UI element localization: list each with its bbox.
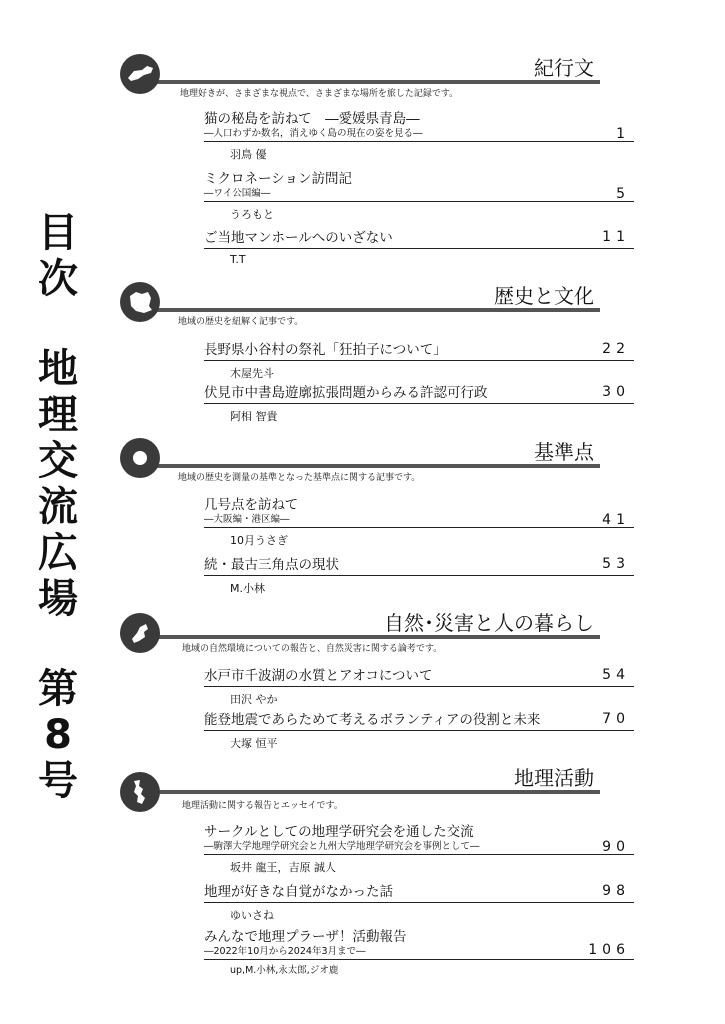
title-char: 号 bbox=[38, 758, 78, 804]
entry-title: ご当地マンホールへのいざない bbox=[204, 230, 393, 246]
section-title: 基準点 bbox=[534, 440, 594, 464]
entry-rule bbox=[204, 403, 634, 404]
toc-entry[interactable] bbox=[204, 229, 634, 266]
toc-entry[interactable] bbox=[204, 711, 634, 751]
section-rule bbox=[150, 464, 600, 468]
title-char: 場 bbox=[38, 576, 78, 622]
toc-entry[interactable] bbox=[204, 823, 634, 875]
entry-subtitle: ―駒澤大学地理学研究会と九州大学地理学研究会を事例として― bbox=[204, 841, 480, 852]
section-description: 地域の歴史を測量の基準となった基準点に関する記事です。 bbox=[178, 473, 421, 483]
toc-entry[interactable] bbox=[204, 384, 634, 424]
toc-entry[interactable] bbox=[204, 928, 634, 976]
entry-subtitle: ―大阪編・港区編― bbox=[204, 514, 290, 525]
region-map-icon bbox=[120, 282, 160, 322]
entry-rule bbox=[204, 902, 634, 903]
coastline-map-icon bbox=[120, 772, 160, 812]
entry-page: 30 bbox=[602, 384, 630, 400]
entry-rule bbox=[204, 959, 634, 960]
title-char: 理 bbox=[38, 392, 78, 438]
entry-page: 98 bbox=[602, 883, 630, 899]
entry-title: 能登地震であらためて考えるボランティアの役割と未来 bbox=[204, 712, 541, 728]
title-char: 次 bbox=[38, 256, 78, 302]
entry-page: 70 bbox=[602, 711, 630, 727]
entry-title: 几号点を訪ねて bbox=[204, 497, 299, 513]
section-title: 紀行文 bbox=[534, 56, 594, 80]
entry-page: 41 bbox=[602, 512, 630, 528]
entry-rule bbox=[204, 248, 634, 249]
section-title: 地理活動 bbox=[514, 766, 594, 790]
entry-rule bbox=[204, 527, 634, 528]
entry-page: 1 bbox=[616, 126, 630, 142]
section-description: 地域の歴史を紐解く記事です。 bbox=[178, 317, 304, 327]
entry-page: 22 bbox=[602, 341, 630, 357]
entry-page: 54 bbox=[602, 667, 630, 683]
vertical-title bbox=[28, 210, 88, 804]
section-benchmark bbox=[120, 434, 600, 483]
entry-author: T.T bbox=[230, 253, 246, 266]
title-char: 8 bbox=[44, 712, 72, 758]
entry-page: 5 bbox=[616, 186, 630, 202]
entry-author: ゆいさね bbox=[230, 909, 274, 922]
title-char: 交 bbox=[38, 438, 78, 484]
entry-subtitle: ―ワイ公国編― bbox=[204, 188, 271, 199]
entry-author: 阿相 智貴 bbox=[230, 410, 278, 423]
section-description: 地理好きが、さまざまな視点で、さまざまな場所を旅した記録です。 bbox=[180, 89, 459, 99]
toc-entry[interactable] bbox=[204, 170, 634, 222]
island-map-icon bbox=[120, 54, 160, 94]
entry-author: うろもと bbox=[230, 208, 274, 221]
entry-rule bbox=[204, 854, 634, 855]
entry-title: ミクロネーション訪問記 bbox=[204, 171, 352, 187]
peninsula-map-icon bbox=[120, 613, 160, 653]
section-rule bbox=[150, 80, 600, 84]
entry-title: サークルとしての地理学研究会を通した交流 bbox=[204, 824, 474, 840]
entry-rule bbox=[204, 730, 634, 731]
section-title: 歴史と文化 bbox=[494, 284, 594, 308]
toc-entry[interactable] bbox=[204, 496, 634, 548]
title-char: 第 bbox=[38, 666, 78, 712]
section-history bbox=[120, 278, 600, 327]
entry-rule bbox=[204, 686, 634, 687]
section-travel bbox=[120, 50, 600, 99]
entry-rule bbox=[204, 360, 634, 361]
entry-author: 羽鳥 優 bbox=[230, 148, 267, 161]
section-title: 自然･災害と人の暮らし bbox=[384, 611, 594, 635]
entry-subtitle: ―2022年10月から2024年3月まで― bbox=[204, 946, 366, 957]
entry-rule bbox=[204, 575, 634, 576]
section-nature-disaster bbox=[120, 603, 600, 654]
entry-author: 10月うさぎ bbox=[230, 534, 288, 547]
entry-page: 11 bbox=[602, 229, 630, 245]
title-char: 広 bbox=[38, 530, 78, 576]
section-description: 地域の自然環境についての報告と、自然災害に関する論考です。 bbox=[182, 644, 443, 654]
entry-title: みんなで地理プラーザ！活動報告 bbox=[204, 929, 407, 945]
toc-entry[interactable] bbox=[204, 110, 634, 162]
entry-author: 大塚 恒平 bbox=[230, 737, 278, 750]
entry-author: 田沢 やか bbox=[230, 693, 278, 706]
entry-title: 地理が好きな自覚がなかった話 bbox=[204, 884, 393, 900]
title-char: 目 bbox=[38, 210, 78, 256]
title-char: 流 bbox=[38, 484, 78, 530]
entry-page: 53 bbox=[602, 556, 630, 572]
toc-entry[interactable] bbox=[204, 883, 634, 923]
entry-author: 坂井 龍王，吉原 誠人 bbox=[230, 861, 336, 874]
entry-title: 水戸市千波湖の水質とアオコについて bbox=[204, 668, 433, 684]
entry-title: 猫の秘島を訪ねて ―愛媛県青島― bbox=[204, 111, 420, 127]
section-description: 地理活動に関する報告とエッセイです。 bbox=[182, 801, 343, 811]
entry-title: 長野県小谷村の祭礼「狂拍子について」 bbox=[204, 342, 447, 358]
entry-page: 106 bbox=[588, 942, 630, 958]
title-char: 地 bbox=[38, 346, 78, 392]
entry-author: M.小林 bbox=[230, 582, 265, 595]
toc-entry[interactable] bbox=[204, 341, 634, 381]
entry-author: up,M.小林,永太郎,ジオ鹿 bbox=[230, 965, 339, 976]
entry-rule bbox=[204, 141, 634, 142]
entry-page: 90 bbox=[602, 839, 630, 855]
entry-title: 続・最古三角点の現状 bbox=[204, 557, 339, 573]
benchmark-circle-icon bbox=[120, 438, 160, 478]
toc-entry[interactable] bbox=[204, 556, 634, 596]
entry-subtitle: ―人口わずか数名，消えゆく島の現在の姿を見る― bbox=[204, 128, 423, 139]
toc-entry[interactable] bbox=[204, 667, 634, 707]
entry-rule bbox=[204, 201, 634, 202]
entry-title: 伏見市中書島遊廓拡張問題からみる許認可行政 bbox=[204, 385, 488, 401]
section-activities bbox=[120, 760, 600, 811]
entry-author: 木屋先斗 bbox=[230, 367, 274, 380]
